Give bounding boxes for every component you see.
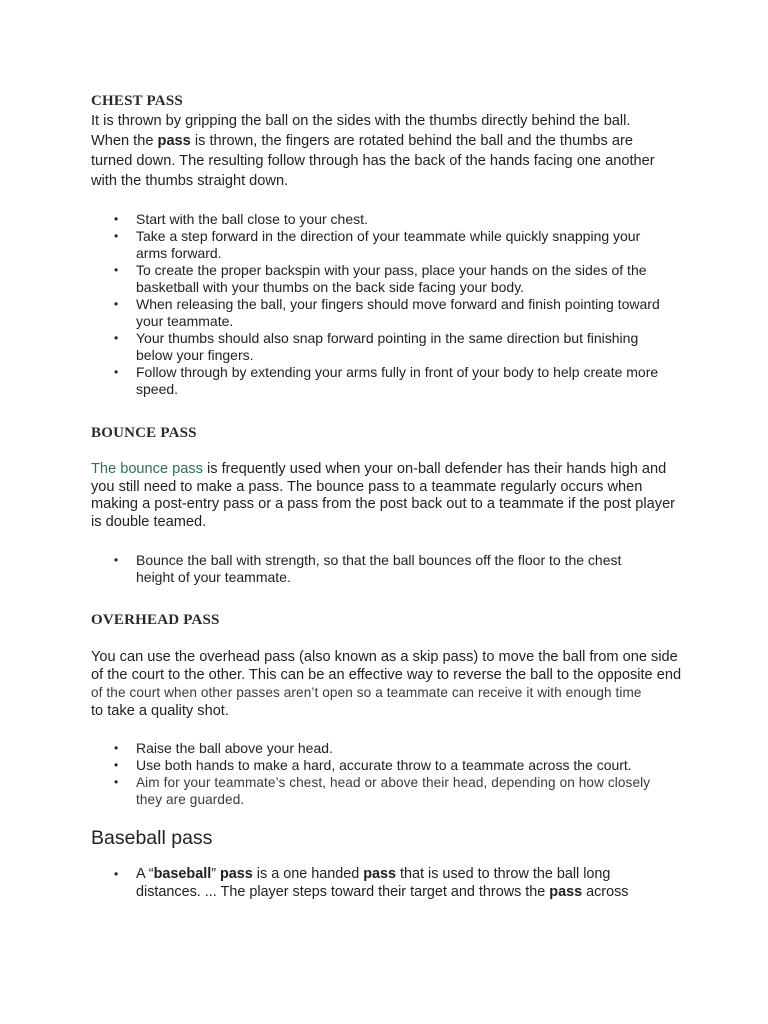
text-line: of the court when other passes aren’t open so a teammate can receive it with enough time xyxy=(91,685,642,700)
section-heading: OVERHEAD PASS xyxy=(91,612,220,628)
text-run: When the xyxy=(91,133,158,149)
text-line: to take a quality shot. xyxy=(91,702,229,719)
bounce-pass-heading xyxy=(91,425,691,442)
text-line: Take a step forward in the direction of your teammate while quickly snapping your xyxy=(136,228,641,244)
text-run: ” xyxy=(211,866,220,882)
text-run: A “ xyxy=(136,866,154,882)
text-line: Aim for your teammate’s chest, head or above their head, depending on how closely xyxy=(136,775,651,790)
bullet-glyph: • xyxy=(114,229,119,243)
list-item xyxy=(91,330,691,364)
bold-term: pass xyxy=(549,884,583,900)
bullet-glyph: • xyxy=(114,263,119,277)
text-line: with the thumbs straight down. xyxy=(91,173,289,189)
text-run: is thrown, the fingers are rotated behind the ball and the thumbs are xyxy=(190,133,633,149)
chest-pass-bullet-list xyxy=(91,211,691,398)
bullet-list xyxy=(91,552,691,586)
baseball-pass-heading xyxy=(91,827,691,850)
overhead-pass-paragraph xyxy=(91,649,691,720)
bullet-glyph: • xyxy=(114,297,119,311)
text-line: Follow through by extending your arms fully in front of your body to help create more xyxy=(136,364,659,380)
bold-term: pass xyxy=(363,866,397,882)
text-line: basketball with your thumbs on the back side facing your body. xyxy=(136,279,525,295)
bullet-glyph: • xyxy=(114,775,119,789)
list-item xyxy=(91,740,691,757)
bounce-pass-paragraph xyxy=(91,461,691,531)
text-line: is double teamed. xyxy=(91,513,207,530)
list-item xyxy=(91,757,691,774)
list-item xyxy=(91,211,691,228)
text-line: arms forward. xyxy=(136,245,222,261)
text-line: Bounce the ball with strength, so that the ball bounces off the floor to the chest xyxy=(136,552,622,568)
overhead-pass-bullet-list xyxy=(91,740,691,808)
text-run: that is used to throw the ball long xyxy=(396,866,611,882)
text-line: Start with the ball close to your chest. xyxy=(136,211,368,227)
text-line: Raise the ball above your head. xyxy=(136,740,333,756)
list-item xyxy=(91,364,691,398)
text-line: height of your teammate. xyxy=(136,569,291,585)
bullet-list xyxy=(91,211,691,398)
text-line: making a post-entry pass or a pass from the post back out to a teammate if the post player xyxy=(91,496,676,512)
section-heading: CHEST PASS xyxy=(91,93,183,109)
chest-pass-heading xyxy=(91,93,691,110)
bullet-glyph: • xyxy=(114,365,119,379)
bold-term: pass xyxy=(220,866,253,882)
bullet-list xyxy=(91,865,691,901)
bullet-glyph: • xyxy=(114,867,119,881)
list-item xyxy=(91,865,691,901)
list-item xyxy=(91,774,691,808)
section-heading: BOUNCE PASS xyxy=(91,425,197,441)
text-line: of the court to the other. This can be an effective way to reverse the ball to the opposite end xyxy=(91,666,682,683)
bounce-pass-bullet-list xyxy=(91,552,691,586)
bold-term: baseball xyxy=(153,866,212,882)
text-run: distances. ... The player steps toward their target and throws the xyxy=(136,884,550,900)
overhead-pass-heading xyxy=(91,612,691,629)
text-line: your teammate. xyxy=(136,313,234,329)
text-line: To create the proper backspin with your pass, place your hands on the sides of the xyxy=(136,262,647,278)
chest-pass-paragraph xyxy=(91,111,691,191)
bullet-list xyxy=(91,740,691,808)
list-item xyxy=(91,228,691,262)
text-line: they are guarded. xyxy=(136,792,245,807)
bullet-glyph: • xyxy=(114,741,119,755)
text-line: Use both hands to make a hard, accurate throw to a teammate across the court. xyxy=(136,757,632,773)
bullet-glyph: • xyxy=(114,331,119,345)
bullet-glyph: • xyxy=(114,212,119,226)
text-run: is a one handed xyxy=(252,866,364,882)
bounce-pass-link[interactable]: The bounce pass xyxy=(91,461,203,477)
text-line: below your fingers. xyxy=(136,347,254,363)
text-line: It is thrown by gripping the ball on the sides with the thumbs directly behind the ball. xyxy=(91,113,631,129)
text-run: is frequently used when your on-ball defender has their hands high and xyxy=(202,461,667,477)
text-line: you still need to make a pass. The bounce pass to a teammate regularly occurs when xyxy=(91,478,643,495)
text-run: across xyxy=(582,884,629,900)
bullet-glyph: • xyxy=(114,553,119,567)
bold-term: pass xyxy=(157,133,191,149)
text-line: When releasing the ball, your fingers should move forward and finish pointing toward xyxy=(136,296,660,312)
list-item xyxy=(91,296,691,330)
list-item xyxy=(91,262,691,296)
bullet-glyph: • xyxy=(114,758,119,772)
section-heading: Baseball pass xyxy=(91,827,213,849)
text-line: turned down. The resulting follow through has the back of the hands facing one another xyxy=(91,153,655,169)
text-line: speed. xyxy=(136,381,179,397)
text-line: Your thumbs should also snap forward pointing in the same direction but finishing xyxy=(136,330,639,346)
text-line: You can use the overhead pass (also known as a skip pass) to move the ball from one side xyxy=(91,649,678,665)
baseball-pass-bullet-list xyxy=(91,865,691,901)
list-item xyxy=(91,552,691,586)
